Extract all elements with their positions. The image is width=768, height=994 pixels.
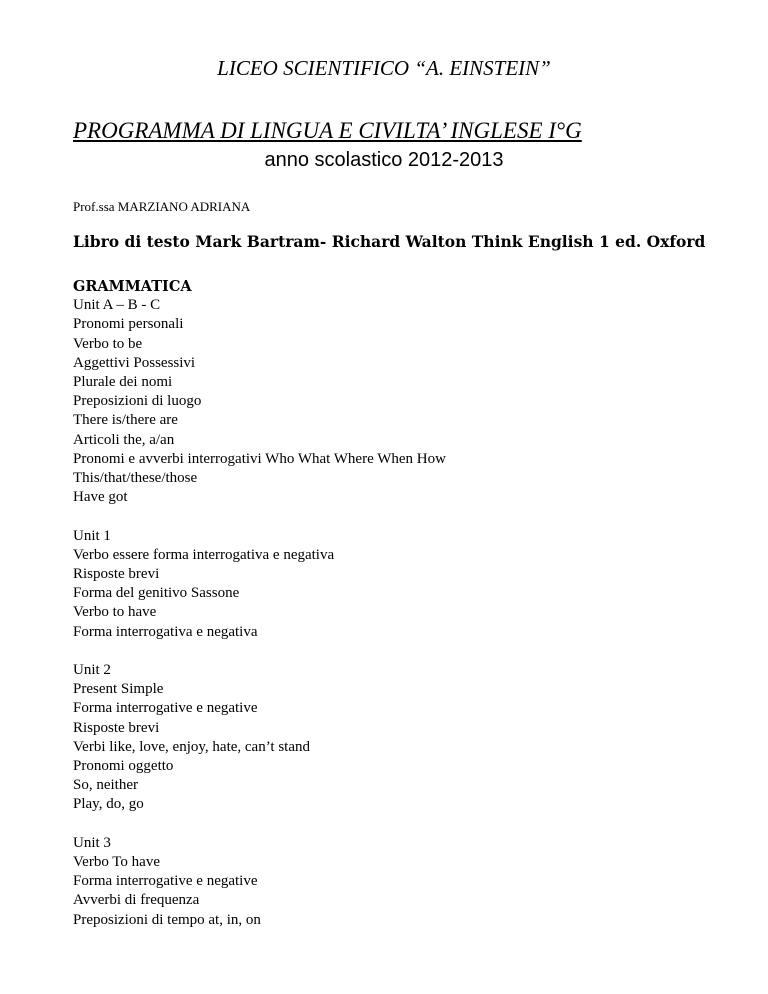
list-item: Verbo to have xyxy=(73,604,157,621)
list-item: Have got xyxy=(73,489,128,506)
list-item: Verbi like, love, enjoy, hate, can’t stand xyxy=(73,738,311,755)
list-item: There is/there are xyxy=(73,412,178,429)
unit-block-abc xyxy=(73,296,733,507)
school-name: LICEO SCIENTIFICO “A. EINSTEIN” xyxy=(217,56,551,80)
list-item: Verbo to be xyxy=(73,335,143,352)
list-item: Forma del genitivo Sassone xyxy=(73,585,240,602)
list-item: Risposte brevi xyxy=(73,719,160,736)
list-item: Forma interrogativa e negativa xyxy=(73,623,258,640)
list-item: Verbo essere forma interrogativa e negativa xyxy=(73,546,335,563)
grammar-section xyxy=(73,277,733,949)
unit-block-3 xyxy=(73,834,733,930)
list-item: Pronomi e avverbi interrogativi Who What Where When How xyxy=(73,450,446,467)
unit-block-1 xyxy=(73,527,733,642)
unit-title: Unit 3 xyxy=(73,834,111,851)
list-item: Preposizioni di luogo xyxy=(73,393,202,410)
list-item: Play, do, go xyxy=(73,796,144,813)
unit-block-2 xyxy=(73,661,733,815)
unit-title: Unit 1 xyxy=(73,527,111,544)
textbook-line: Libro di testo Mark Bartram- Richard Walton Think English 1 ed. Oxford xyxy=(73,232,706,251)
list-item: Aggettivi Possessivi xyxy=(73,354,196,371)
list-item: Avverbi di frequenza xyxy=(73,892,200,909)
list-item: So, neither xyxy=(73,777,138,794)
list-item: Articoli the, a/an xyxy=(73,431,175,448)
program-title: PROGRAMMA DI LINGUA E CIVILTA’ INGLESE I°G xyxy=(73,118,582,143)
list-item: Present Simple xyxy=(73,681,164,698)
list-item: Forma interrogative e negative xyxy=(73,873,258,890)
list-item: Risposte brevi xyxy=(73,566,160,583)
list-item: Pronomi personali xyxy=(73,316,184,333)
list-item: Verbo To have xyxy=(73,854,160,871)
unit-title: Unit 2 xyxy=(73,662,111,679)
unit-title: Unit A – B - C xyxy=(73,297,161,314)
school-year: anno scolastico 2012-2013 xyxy=(264,149,504,171)
list-item: Pronomi oggetto xyxy=(73,758,174,775)
list-item: Preposizioni di tempo at, in, on xyxy=(73,911,261,928)
list-item: This/that/these/those xyxy=(73,470,198,487)
grammar-heading: GRAMMATICA xyxy=(73,278,192,295)
list-item: Plurale dei nomi xyxy=(73,374,173,391)
teacher-name: Prof.ssa MARZIANO ADRIANA xyxy=(73,199,251,214)
list-item: Forma interrogative e negative xyxy=(73,700,258,717)
